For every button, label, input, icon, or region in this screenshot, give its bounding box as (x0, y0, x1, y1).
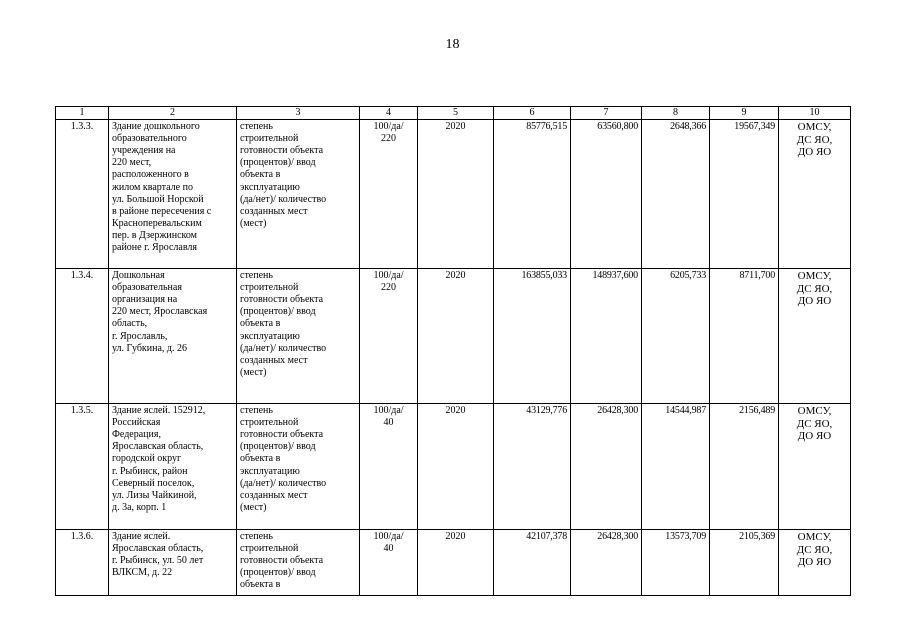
object-name-line: ул. Большой Норской (112, 193, 204, 205)
indicator (237, 530, 360, 596)
object-name-line: ул. Лизы Чайкиной, (112, 489, 197, 501)
value-col-8: 2648,366 (642, 120, 710, 269)
object-name-line: жилом квартале по (112, 181, 193, 193)
object-name (109, 120, 237, 269)
header-cell-2: 2 (109, 107, 237, 120)
executor-line: ОМСУ, (797, 270, 832, 283)
value-col-6: 163855,033 (494, 269, 571, 404)
executor-line: ОМСУ, (797, 405, 832, 418)
indicator-line: эксплуатацию (240, 465, 300, 477)
value-col-9: 2156,489 (710, 404, 779, 530)
item-number: 1.3.6. (56, 530, 109, 596)
object-name-line: организация на (112, 294, 178, 306)
value-col-6: 42107,378 (494, 530, 571, 596)
executor-line: ДО ЯО (797, 556, 832, 569)
table-row (56, 269, 851, 404)
indicator-line: (процентов)/ ввод (240, 441, 316, 453)
target-value-line: 100/да/ (373, 405, 404, 417)
object-name-line: Ярославская область, (112, 543, 204, 555)
indicator-line: (процентов)/ ввод (240, 567, 316, 579)
indicator-line: строительной (240, 282, 299, 294)
indicator-line: строительной (240, 417, 299, 429)
executor (779, 269, 851, 404)
object-name-line: область, (112, 318, 148, 330)
object-name-line: ул. Губкина, д. 26 (112, 342, 187, 354)
target-value-line: 100/да/ (373, 531, 404, 543)
object-name-line: Федерация, (112, 429, 161, 441)
indicator (237, 404, 360, 530)
object-name-line: городской округ (112, 453, 182, 465)
executor-line: ДС ЯО, (796, 282, 833, 295)
indicator-line: (мест) (240, 501, 267, 513)
value-col-7: 26428,300 (571, 404, 642, 530)
target-value-line: 100/да/ (373, 270, 404, 282)
object-name-line: г. Ярославль, (112, 330, 168, 342)
indicator-line: созданных мест (240, 489, 308, 501)
target-value (360, 530, 418, 596)
executor-line: ОМСУ, (797, 531, 832, 544)
executor (779, 530, 851, 596)
executor-line: ОМСУ, (797, 121, 832, 134)
indicator-line: степень (240, 405, 273, 417)
header-row (56, 107, 851, 120)
object-name (109, 530, 237, 596)
table-row (56, 120, 851, 269)
target-value-line: 220 (381, 133, 396, 145)
object-name-line: Красноперевальским (112, 217, 202, 229)
object-name-line: ВЛКСМ, д. 22 (112, 567, 173, 579)
year: 2020 (418, 530, 494, 596)
header-cell-9: 9 (710, 107, 779, 120)
object-name-line: Здание яслей. (112, 531, 171, 543)
value-col-8: 14544,987 (642, 404, 710, 530)
executor-line: ДС ЯО, (796, 133, 833, 146)
item-number: 1.3.5. (56, 404, 109, 530)
target-value-line: 40 (383, 543, 394, 555)
indicator-line: готовности объекта (240, 294, 324, 306)
indicator-line: объекта в (240, 453, 281, 465)
indicator-line: (мест) (240, 217, 267, 229)
indicator-line: объекта в (240, 169, 281, 181)
object-name-line: г. Рыбинск, ул. 50 лет (112, 555, 204, 567)
object-name-line: Северный поселок, (112, 477, 195, 489)
header-cell-1: 1 (56, 107, 109, 120)
value-col-8: 13573,709 (642, 530, 710, 596)
executor-line: ДО ЯО (797, 295, 832, 308)
indicator-line: степень (240, 121, 273, 133)
value-col-9: 19567,349 (710, 120, 779, 269)
indicator (237, 120, 360, 269)
page-number: 18 (445, 37, 460, 52)
indicator-line: созданных мест (240, 205, 308, 217)
indicator-line: готовности объекта (240, 555, 324, 567)
object-name-line: пер. в Дзержинском (112, 229, 198, 241)
year: 2020 (418, 404, 494, 530)
indicator-line: объекта в (240, 318, 281, 330)
header-cell-6: 6 (494, 107, 571, 120)
executor-line: ДО ЯО (797, 430, 832, 443)
object-name-line: 220 мест, Ярославская (112, 306, 208, 318)
object-name-line: Дошкольная (112, 270, 165, 282)
value-col-7: 63560,800 (571, 120, 642, 269)
indicator-line: (да/нет)/ количество (240, 477, 327, 489)
executor-line: ДС ЯО, (796, 543, 833, 556)
value-col-7: 26428,300 (571, 530, 642, 596)
header-cell-8: 8 (642, 107, 710, 120)
value-col-9: 2105,369 (710, 530, 779, 596)
value-col-6: 43129,776 (494, 404, 571, 530)
executor (779, 120, 851, 269)
object-name-line: учреждения на (112, 145, 176, 157)
indicator-line: (процентов)/ ввод (240, 306, 316, 318)
indicator-line: строительной (240, 133, 299, 145)
object-name-line: образовательная (112, 282, 182, 294)
object-name-line: в районе пересечения с (112, 205, 212, 217)
indicator-line: (да/нет)/ количество (240, 193, 327, 205)
target-value-line: 40 (383, 417, 394, 429)
object-name-line: Здание дошкольного (112, 121, 200, 133)
target-value (360, 120, 418, 269)
object-name (109, 269, 237, 404)
header-cell-5: 5 (418, 107, 494, 120)
object-name-line: 220 мест, (112, 157, 152, 169)
object-name-line: д. 3а, корп. 1 (112, 501, 167, 513)
object-name-line: Ярославская область, (112, 441, 204, 453)
year: 2020 (418, 120, 494, 269)
target-value-line: 100/да/ (373, 121, 404, 133)
table-row (56, 530, 851, 596)
value-col-7: 148937,600 (571, 269, 642, 404)
header-cell-3: 3 (237, 107, 360, 120)
item-number: 1.3.4. (56, 269, 109, 404)
header-cell-4: 4 (360, 107, 418, 120)
indicator-line: (мест) (240, 366, 267, 378)
object-name-line: г. Рыбинск, район (112, 465, 188, 477)
indicator-line: готовности объекта (240, 429, 324, 441)
executor (779, 404, 851, 530)
indicator-line: степень (240, 531, 273, 543)
indicator-line: степень (240, 270, 273, 282)
value-col-8: 6205,733 (642, 269, 710, 404)
indicator-line: эксплуатацию (240, 330, 300, 342)
executor-line: ДО ЯО (797, 146, 832, 159)
object-name-line: образовательного (112, 133, 187, 145)
target-value-line: 220 (381, 282, 396, 294)
program-table (55, 106, 851, 596)
target-value (360, 269, 418, 404)
object-name (109, 404, 237, 530)
item-number: 1.3.3. (56, 120, 109, 269)
indicator-line: (процентов)/ ввод (240, 157, 316, 169)
target-value (360, 404, 418, 530)
indicator (237, 269, 360, 404)
indicator-line: эксплуатацию (240, 181, 300, 193)
indicator-line: (да/нет)/ количество (240, 342, 327, 354)
indicator-line: строительной (240, 543, 299, 555)
year: 2020 (418, 269, 494, 404)
indicator-line: созданных мест (240, 354, 308, 366)
header-cell-7: 7 (571, 107, 642, 120)
table-row (56, 404, 851, 530)
object-name-line: районе г. Ярославля (112, 242, 198, 254)
value-col-9: 8711,700 (710, 269, 779, 404)
header-cell-10: 10 (779, 107, 851, 120)
object-name-line: Российская (112, 417, 161, 429)
value-col-6: 85776,515 (494, 120, 571, 269)
object-name-line: Здание яслей. 152912, (112, 405, 206, 417)
executor-line: ДС ЯО, (796, 417, 833, 430)
object-name-line: расположенного в (112, 169, 189, 181)
indicator-line: готовности объекта (240, 145, 324, 157)
indicator-line: объекта в (240, 579, 281, 591)
